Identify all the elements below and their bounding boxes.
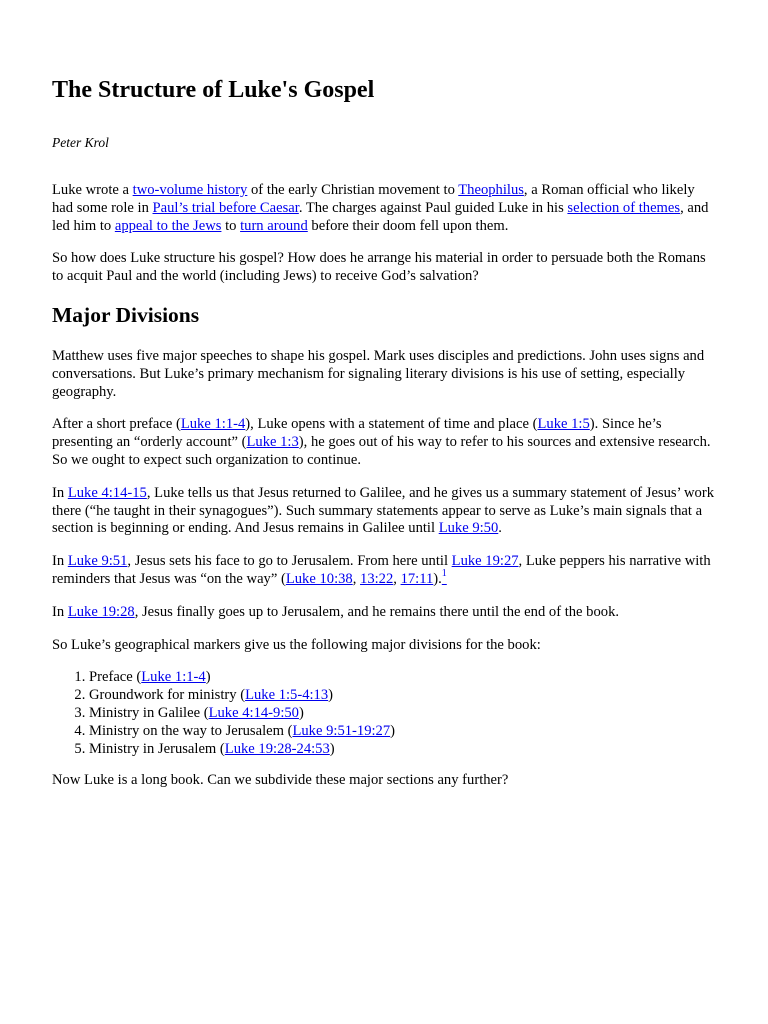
list-item — [89, 723, 716, 741]
list-item — [89, 669, 716, 687]
text-run: ) — [328, 687, 334, 704]
galilee-paragraph — [52, 485, 716, 538]
text-run: , Jesus sets his face to go to Jerusalem. From here until — [127, 553, 452, 570]
comparison-paragraph: Matthew uses five major speeches to shape his gospel. Mark uses disciples and predictions. John uses signs and conversations. But Luke’s primary mechanism for signaling literary divisions is his use of setting, especially geography. — [52, 347, 705, 400]
preface-paragraph — [52, 416, 716, 469]
text-run: , — [352, 570, 361, 587]
text-run: After a short preface ( — [52, 416, 181, 433]
division-label: Groundwork for ministry ( — [89, 687, 246, 704]
text-run: In — [52, 553, 68, 570]
link-division-ref[interactable]: Luke 4:14-9:50 — [208, 704, 299, 721]
link-luke-9-50[interactable]: Luke 9:50 — [438, 520, 499, 537]
text-run: , Luke tells us that Jesus returned to Galilee, and he gives us a summary statement of Jesus’ work there (“he taught in their synagogues”). Such summary statements appear to serve as Luke’s main signals that a section is beginning or ending. And Jesus remains in Galilee until — [52, 484, 714, 537]
link-pauls-trial[interactable]: Paul’s trial before Caesar — [152, 199, 299, 216]
text-run: . — [498, 520, 502, 537]
closing-question-paragraph: Now Luke is a long book. Can we subdivide these major sections any further? — [52, 772, 509, 789]
link-13-22[interactable]: 13:22 — [360, 570, 394, 587]
text-run: , Luke peppers his narrative with reminders that Jesus was “on the way” ( — [52, 553, 711, 587]
link-two-volume-history[interactable]: two-volume history — [132, 182, 248, 198]
link-division-ref[interactable]: Luke 19:28-24:53 — [224, 740, 330, 757]
footnote-link[interactable] — [441, 568, 447, 587]
text-run: ) — [205, 669, 211, 686]
journey-paragraph — [52, 553, 716, 589]
text-run: ). Since he’s presenting an “orderly account” ( — [52, 416, 662, 451]
question-paragraph: So how does Luke structure his gospel? How does he arrange his material in order to persuade both the Romans to acquit Paul and the world (including Jews) to receive God’s salvation? — [52, 250, 706, 285]
text-run: In — [52, 603, 68, 620]
text-run: . The charges against Paul guided Luke in his — [298, 199, 568, 216]
link-division-ref[interactable]: Luke 1:5-4:13 — [245, 687, 329, 704]
footnote-marker: 1 — [441, 568, 447, 580]
jerusalem-paragraph — [52, 604, 716, 622]
list-item — [89, 741, 716, 759]
text-run: In — [52, 484, 68, 501]
text-run: , and led him to — [52, 199, 709, 234]
link-luke-1-1-4[interactable]: Luke 1:1-4 — [180, 416, 246, 433]
link-theophilus[interactable]: Theophilus — [458, 182, 524, 198]
text-run: ) — [390, 722, 396, 739]
text-run: , — [393, 570, 401, 587]
division-label: Preface ( — [89, 669, 142, 686]
section-heading-major-divisions: Major Divisions — [52, 302, 200, 327]
link-selection-of-themes[interactable]: selection of themes — [567, 199, 681, 216]
link-turn-around[interactable]: turn around — [240, 217, 308, 234]
text-run: ) — [329, 740, 335, 757]
division-label: Ministry in Jerusalem ( — [89, 740, 225, 757]
text-run: Luke wrote a — [52, 182, 133, 198]
link-luke-1-5[interactable]: Luke 1:5 — [537, 416, 590, 433]
text-run: ) — [298, 704, 304, 721]
text-run: before their doom fell upon them. — [307, 217, 509, 234]
division-label: Ministry on the way to Jerusalem ( — [89, 722, 293, 739]
link-division-ref[interactable]: Luke 9:51-19:27 — [292, 722, 391, 739]
division-label: Ministry in Galilee ( — [89, 704, 209, 721]
link-luke-1-3[interactable]: Luke 1:3 — [246, 434, 299, 451]
page-title: The Structure of Luke's Gospel — [52, 77, 375, 103]
link-division-ref[interactable]: Luke 1:1-4 — [141, 669, 206, 686]
intro-paragraph — [52, 182, 716, 235]
article-body — [52, 182, 716, 805]
text-run: , Jesus finally goes up to Jerusalem, and he remains there until the end of the book. — [134, 603, 620, 620]
author-byline: Peter Krol — [52, 135, 109, 150]
link-luke-19-28[interactable]: Luke 19:28 — [67, 603, 135, 620]
text-run: ), Luke opens with a statement of time and place ( — [245, 416, 538, 433]
link-luke-9-51[interactable]: Luke 9:51 — [67, 553, 128, 570]
link-appeal-to-jews[interactable]: appeal to the Jews — [114, 217, 222, 234]
link-17-11[interactable]: 17:11 — [400, 570, 434, 587]
text-run: ). — [433, 570, 442, 587]
divisions-intro-paragraph: So Luke’s geographical markers give us the following major divisions for the book: — [52, 636, 541, 653]
text-run: ), he goes out of his way to refer to his sources and extensive research. So we ought to expect such organization to continue. — [52, 434, 711, 468]
link-luke-10-38[interactable]: Luke 10:38 — [285, 570, 353, 587]
link-luke-19-27[interactable]: Luke 19:27 — [451, 553, 519, 570]
list-item — [89, 687, 716, 705]
text-run: , a Roman official who likely had some role in — [52, 182, 695, 216]
divisions-list — [52, 669, 716, 758]
link-luke-4-14-15[interactable]: Luke 4:14-15 — [67, 484, 147, 501]
text-run: of the early Christian movement to — [247, 182, 459, 198]
section-heading-wrap — [52, 302, 716, 328]
text-run: to — [221, 217, 241, 234]
list-item — [89, 705, 716, 723]
